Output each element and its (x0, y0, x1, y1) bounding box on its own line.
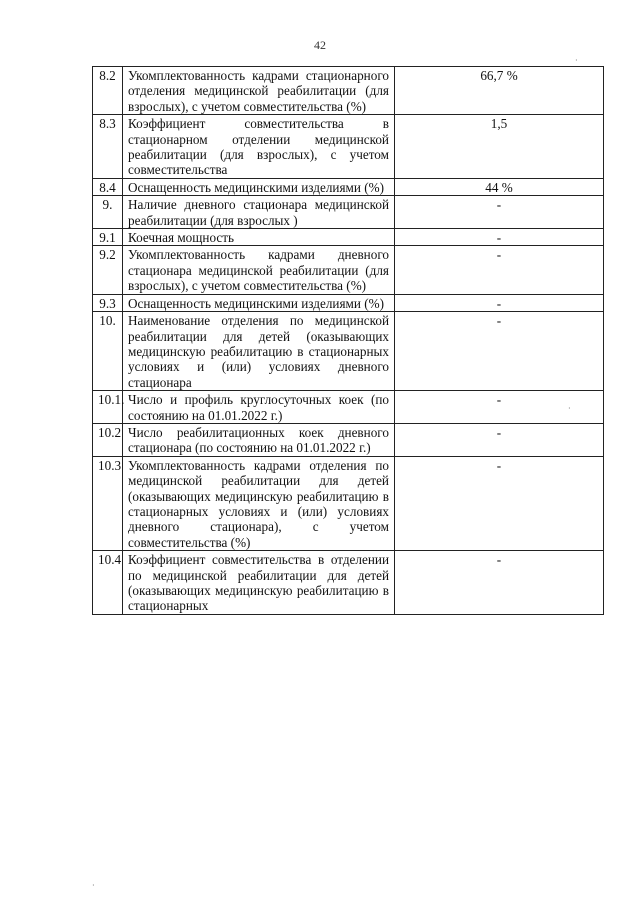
indicator-table (92, 66, 604, 615)
row-value: - (395, 312, 604, 391)
row-value: 66,7 % (395, 67, 604, 115)
row-number: 10.2 (93, 423, 123, 456)
table-row (93, 115, 604, 179)
row-number: 9. (93, 196, 123, 229)
row-number: 9.3 (93, 294, 123, 311)
table-row (93, 294, 604, 311)
row-number: 8.2 (93, 67, 123, 115)
row-description: Укомплектованность кадрами дневного стационара медицинской реабилитации (для взрослых), с учетом совместительства (%) (123, 246, 395, 294)
row-description: Коэффициент совместительства в стационарном отделении медицинской реабилитации (для взрослых), с учетом совместительства (123, 115, 395, 179)
scan-speck: · (568, 404, 571, 413)
row-value: 44 % (395, 178, 604, 195)
row-value: - (395, 391, 604, 424)
row-number: 10.1. (93, 391, 123, 424)
table-row (93, 229, 604, 246)
table-row (93, 551, 604, 615)
row-value: - (395, 294, 604, 311)
table-row (93, 391, 604, 424)
table-row (93, 423, 604, 456)
row-number: 9.2 (93, 246, 123, 294)
table-row (93, 246, 604, 294)
row-description: Число реабилитационных коек дневного стационара (по состоянию на 01.01.2022 г.) (123, 423, 395, 456)
row-description: Коэффициент совместительства в отделении по медицинской реабилитации для детей (оказывающих медицинскую реабилитацию в стационарных (123, 551, 395, 615)
row-description: Наличие дневного стационара медицинской реабилитации (для взрослых ) (123, 196, 395, 229)
row-value: - (395, 551, 604, 615)
row-value: - (395, 229, 604, 246)
table-row (93, 67, 604, 115)
row-value: 1,5 (395, 115, 604, 179)
row-number: 10.4 (93, 551, 123, 615)
row-description: Укомплектованность кадрами отделения по медицинской реабилитации для детей (оказывающих медицинскую реабилитацию в стационарных условиях и (или) условиях дневного стационара), с учетом совместительства (%) (123, 456, 395, 550)
row-value: - (395, 456, 604, 550)
row-number: 8.4 (93, 178, 123, 195)
row-description: Наименование отделения по медицинской реабилитации для детей (оказывающих медицинскую реабилитацию в стационарных условиях и (или) условиях дневного стационара (123, 312, 395, 391)
row-number: 10. (93, 312, 123, 391)
row-description: Коечная мощность (123, 229, 395, 246)
row-number: 8.3 (93, 115, 123, 179)
scan-speck: · (575, 56, 578, 65)
page-number: 42 (314, 38, 326, 52)
table-row (93, 312, 604, 391)
row-description: Оснащенность медицинскими изделиями (%) (123, 178, 395, 195)
table-row (93, 456, 604, 550)
row-description: Число и профиль круглосуточных коек (по состоянию на 01.01.2022 г.) (123, 391, 395, 424)
row-description: Оснащенность медицинскими изделиями (%) (123, 294, 395, 311)
row-description: Укомплектованность кадрами стационарного отделения медицинской реабилитации (для взрослых), с учетом совместительства (%) (123, 67, 395, 115)
row-number: 10.3 (93, 456, 123, 550)
row-value: - (395, 196, 604, 229)
row-value: - (395, 423, 604, 456)
row-value: - (395, 246, 604, 294)
scan-speck: · (92, 881, 95, 890)
table-row (93, 196, 604, 229)
table-row (93, 178, 604, 195)
row-number: 9.1 (93, 229, 123, 246)
